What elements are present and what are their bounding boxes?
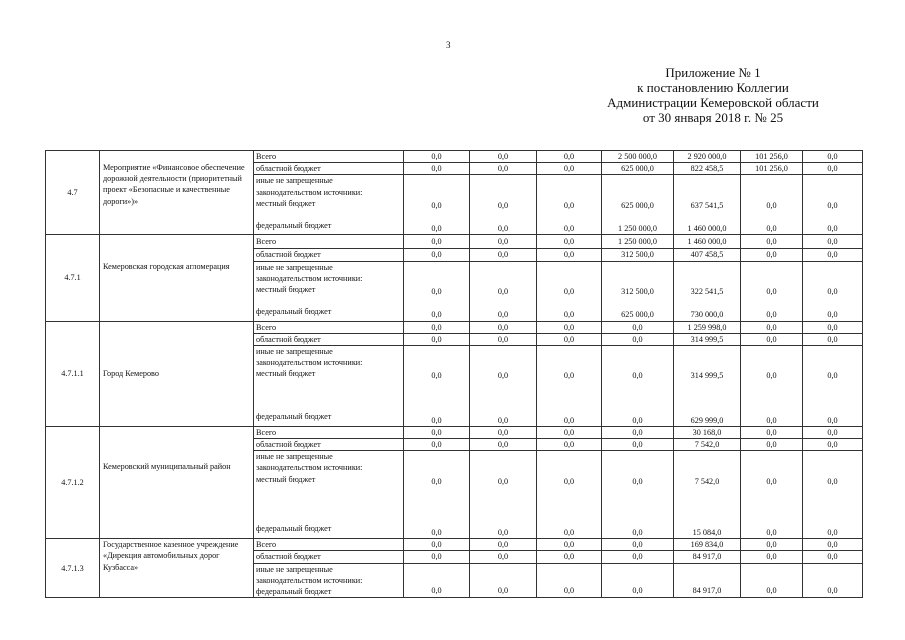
- source-federal: федеральный бюджет: [256, 307, 332, 317]
- regional-value-2: 0,0: [470, 249, 537, 261]
- local-value-4: 312 500,0: [621, 286, 654, 296]
- cell-spacer: [805, 382, 860, 415]
- other-sources-cell: [537, 563, 602, 598]
- other-sources-cell: [803, 261, 863, 321]
- financing-table: [45, 150, 863, 598]
- source-regional: областной бюджет: [254, 439, 404, 451]
- regional-value-1: 0,0: [404, 249, 470, 261]
- source-other-line-1: иные не запрещенные: [256, 564, 333, 574]
- federal-value-1: 0,0: [431, 586, 442, 596]
- total-value-5: 2 920 000,0: [674, 151, 741, 163]
- other-sources-cell: [602, 175, 674, 235]
- other-sources-cell: [674, 345, 741, 426]
- local-value-5: 322 541,5: [690, 286, 724, 296]
- other-sources-cell: [803, 563, 863, 598]
- other-sources-cell: [602, 451, 674, 539]
- local-value-1: 0,0: [431, 286, 442, 296]
- source-other-line-2: законодательством источники:: [256, 575, 363, 585]
- regional-value-3: 0,0: [537, 551, 602, 563]
- other-sources-cell: [404, 175, 470, 235]
- table-row: [46, 321, 863, 333]
- source-federal: федеральный бюджет: [256, 221, 332, 231]
- total-value-4: 1 250 000,0: [602, 235, 674, 249]
- total-value-1: 0,0: [404, 426, 470, 438]
- cell-spacer: [539, 451, 599, 475]
- regional-value-6: 0,0: [741, 551, 803, 563]
- page-number: 3: [446, 40, 451, 50]
- cell-spacer: [805, 297, 860, 309]
- regional-value-2: 0,0: [470, 439, 537, 451]
- local-value-3: 0,0: [563, 200, 575, 210]
- cell-spacer: [805, 487, 860, 527]
- cell-spacer: [743, 487, 800, 527]
- cell-spacer: [406, 262, 467, 286]
- federal-value-2: 0,0: [497, 310, 509, 320]
- total-value-6: 0,0: [741, 539, 803, 551]
- total-value-5: 169 834,0: [674, 539, 741, 551]
- total-value-7: 0,0: [803, 235, 863, 249]
- regional-value-4: 0,0: [602, 439, 674, 451]
- source-other-line-2: законодательством источники:: [256, 463, 363, 473]
- cell-spacer: [604, 451, 671, 475]
- local-value-2: 0,0: [497, 286, 509, 296]
- source-local: местный бюджет: [256, 369, 316, 379]
- regional-value-1: 0,0: [404, 333, 470, 345]
- federal-value-6: 0,0: [766, 224, 777, 234]
- cell-spacer: [406, 487, 467, 527]
- header-line-4: от 30 января 2018 г. № 25: [642, 110, 784, 125]
- federal-value-4: 1 250 000,0: [618, 224, 657, 234]
- cell-spacer: [604, 211, 671, 223]
- cell-spacer: [676, 346, 738, 370]
- total-value-3: 0,0: [537, 426, 602, 438]
- total-value-5: 1 259 998,0: [674, 321, 741, 333]
- local-value-2: 0,0: [497, 200, 509, 210]
- source-federal: федеральный бюджет: [256, 411, 332, 421]
- other-sources-cell: [674, 261, 741, 321]
- other-sources-cell: [470, 563, 537, 598]
- total-value-7: 0,0: [803, 151, 863, 163]
- source-other-line-2: законодательством источники:: [256, 273, 363, 283]
- cell-spacer: [805, 262, 860, 286]
- federal-value-2: 0,0: [497, 586, 509, 596]
- header-line-1: Приложение № 1: [665, 65, 761, 80]
- cell-spacer: [805, 175, 860, 199]
- cell-spacer: [539, 175, 599, 199]
- regional-value-1: 0,0: [404, 163, 470, 175]
- source-regional: областной бюджет: [254, 551, 404, 563]
- cell-spacer: [805, 346, 860, 370]
- total-value-6: 0,0: [741, 321, 803, 333]
- federal-value-5: 15 084,0: [692, 528, 722, 538]
- regional-value-3: 0,0: [537, 439, 602, 451]
- row-code: 4.7.1: [46, 235, 100, 321]
- other-sources-cell: [470, 261, 537, 321]
- federal-value-7: 0,0: [827, 310, 838, 320]
- table-row: [46, 426, 863, 438]
- federal-value-3: 0,0: [563, 586, 575, 596]
- federal-value-4: 0,0: [632, 586, 643, 596]
- regional-value-5: 314 999,5: [674, 333, 741, 345]
- total-value-3: 0,0: [537, 539, 602, 551]
- cell-spacer: [539, 297, 599, 309]
- total-value-5: 30 168,0: [674, 426, 741, 438]
- cell-spacer: [406, 346, 467, 370]
- source-other-line-1: иные не запрещенные: [256, 176, 333, 186]
- cell-spacer: [604, 564, 671, 585]
- other-sources-cell: [602, 261, 674, 321]
- cell-spacer: [472, 297, 534, 309]
- local-value-1: 0,0: [431, 371, 442, 381]
- cell-spacer: [743, 211, 800, 223]
- regional-value-3: 0,0: [537, 163, 602, 175]
- other-sources-cell: [803, 451, 863, 539]
- other-sources-cell: [404, 451, 470, 539]
- regional-value-2: 0,0: [470, 333, 537, 345]
- total-value-3: 0,0: [537, 235, 602, 249]
- cell-spacer: [676, 262, 738, 286]
- federal-value-1: 0,0: [431, 528, 442, 538]
- total-value-3: 0,0: [537, 151, 602, 163]
- regional-value-4: 625 000,0: [602, 163, 674, 175]
- regional-value-4: 0,0: [602, 333, 674, 345]
- total-value-7: 0,0: [803, 321, 863, 333]
- row-code: 4.7.1.2: [46, 426, 100, 538]
- federal-value-3: 0,0: [563, 415, 575, 425]
- cell-spacer: [743, 564, 800, 585]
- row-code: 4.7.1.1: [46, 321, 100, 426]
- other-sources-cell: [803, 345, 863, 426]
- other-sources-cell: [404, 345, 470, 426]
- cell-spacer: [604, 262, 671, 286]
- local-value-1: 0,0: [431, 200, 442, 210]
- regional-value-6: 0,0: [741, 249, 803, 261]
- source-other-line-1: иные не запрещенные: [256, 346, 333, 356]
- regional-value-7: 0,0: [803, 439, 863, 451]
- source-other-line-1: иные не запрещенные: [256, 452, 333, 462]
- source-total: Всего: [254, 321, 404, 333]
- other-sources-cell: [674, 451, 741, 539]
- regional-value-7: 0,0: [803, 551, 863, 563]
- local-value-4: 625 000,0: [621, 200, 654, 210]
- federal-value-7: 0,0: [827, 528, 838, 538]
- total-value-4: 0,0: [602, 321, 674, 333]
- local-value-7: 0,0: [827, 286, 838, 296]
- local-value-3: 0,0: [563, 371, 575, 381]
- total-value-6: 101 256,0: [741, 151, 803, 163]
- cell-spacer: [539, 382, 599, 415]
- federal-value-5: 730 000,0: [690, 310, 724, 320]
- header-line-2: к постановлению Коллегии: [637, 80, 789, 95]
- table-row: [46, 235, 863, 249]
- federal-value-5: 629 999,0: [690, 415, 724, 425]
- cell-spacer: [676, 211, 738, 223]
- other-sources-cell: [537, 175, 602, 235]
- cell-spacer: [676, 487, 738, 527]
- line-spacer: [256, 209, 401, 220]
- regional-value-1: 0,0: [404, 551, 470, 563]
- local-value-6: 0,0: [766, 286, 777, 296]
- other-sources-cell: [470, 175, 537, 235]
- cell-spacer: [406, 564, 467, 585]
- regional-value-6: 101 256,0: [741, 163, 803, 175]
- federal-value-2: 0,0: [497, 415, 509, 425]
- regional-value-6: 0,0: [741, 439, 803, 451]
- cell-spacer: [676, 382, 738, 415]
- source-total: Всего: [254, 151, 404, 163]
- regional-value-3: 0,0: [537, 249, 602, 261]
- local-value-7: 0,0: [827, 476, 838, 486]
- cell-spacer: [539, 346, 599, 370]
- cell-spacer: [604, 487, 671, 527]
- federal-value-6: 0,0: [766, 310, 777, 320]
- line-spacer: [256, 379, 401, 410]
- federal-value-3: 0,0: [563, 310, 575, 320]
- row-code: 4.7.1.3: [46, 539, 100, 598]
- source-regional: областной бюджет: [254, 249, 404, 261]
- regional-value-7: 0,0: [803, 163, 863, 175]
- regional-value-2: 0,0: [470, 163, 537, 175]
- total-value-2: 0,0: [470, 151, 537, 163]
- cell-spacer: [472, 487, 534, 527]
- other-sources-cell: [674, 563, 741, 598]
- regional-value-4: 312 500,0: [602, 249, 674, 261]
- line-spacer: [256, 485, 401, 523]
- cell-spacer: [472, 564, 534, 585]
- row-name: Город Кемерово: [100, 321, 254, 426]
- total-value-7: 0,0: [803, 426, 863, 438]
- table-row: [46, 151, 863, 163]
- federal-value-4: 0,0: [632, 415, 643, 425]
- total-value-3: 0,0: [537, 321, 602, 333]
- other-sources-cell: [537, 261, 602, 321]
- cell-spacer: [604, 346, 671, 370]
- cell-spacer: [539, 487, 599, 527]
- cell-spacer: [472, 382, 534, 415]
- local-value-1: 0,0: [431, 476, 442, 486]
- cell-spacer: [676, 451, 738, 475]
- regional-value-4: 0,0: [602, 551, 674, 563]
- source-other: [254, 563, 404, 598]
- source-other: [254, 451, 404, 539]
- cell-spacer: [743, 262, 800, 286]
- federal-value-5: 84 917,0: [692, 586, 722, 596]
- other-sources-cell: [741, 451, 803, 539]
- row-name: Государственное казенное учреждение «Дирекция автомобильных дорог Кузбасса»: [100, 539, 254, 598]
- total-value-2: 0,0: [470, 235, 537, 249]
- local-value-4: 0,0: [632, 476, 643, 486]
- source-other-line-1: иные не запрещенные: [256, 262, 333, 272]
- cell-spacer: [805, 451, 860, 475]
- source-other: [254, 345, 404, 426]
- federal-value-1: 0,0: [431, 415, 442, 425]
- federal-value-5: 1 460 000,0: [687, 224, 727, 234]
- other-sources-cell: [741, 261, 803, 321]
- total-value-4: 2 500 000,0: [602, 151, 674, 163]
- cell-spacer: [743, 382, 800, 415]
- local-value-7: 0,0: [827, 371, 838, 381]
- local-value-6: 0,0: [766, 476, 777, 486]
- other-sources-cell: [404, 261, 470, 321]
- total-value-2: 0,0: [470, 539, 537, 551]
- source-other-line-2: законодательством источники:: [256, 358, 363, 368]
- source-regional: областной бюджет: [254, 333, 404, 345]
- regional-value-5: 407 458,5: [674, 249, 741, 261]
- local-value-2: 0,0: [497, 371, 509, 381]
- cell-spacer: [805, 211, 860, 223]
- source-other-line-2: законодательством источники:: [256, 187, 363, 197]
- regional-value-3: 0,0: [537, 333, 602, 345]
- total-value-1: 0,0: [404, 235, 470, 249]
- source-federal: федеральный бюджет: [256, 587, 332, 597]
- cell-spacer: [676, 175, 738, 199]
- local-value-6: 0,0: [766, 371, 777, 381]
- other-sources-cell: [674, 175, 741, 235]
- cell-spacer: [743, 451, 800, 475]
- source-local: местный бюджет: [256, 198, 316, 208]
- local-value-4: 0,0: [632, 371, 643, 381]
- local-value-2: 0,0: [497, 476, 509, 486]
- cell-spacer: [743, 297, 800, 309]
- cell-spacer: [604, 175, 671, 199]
- other-sources-cell: [470, 345, 537, 426]
- local-value-5: 7 542,0: [694, 476, 720, 486]
- cell-spacer: [406, 211, 467, 223]
- source-local: местный бюджет: [256, 284, 316, 294]
- cell-spacer: [472, 211, 534, 223]
- source-other: [254, 261, 404, 321]
- source-total: Всего: [254, 539, 404, 551]
- table-row: [46, 539, 863, 551]
- cell-spacer: [743, 175, 800, 199]
- cell-spacer: [406, 382, 467, 415]
- cell-spacer: [604, 382, 671, 415]
- local-value-3: 0,0: [563, 476, 575, 486]
- cell-spacer: [472, 346, 534, 370]
- other-sources-cell: [537, 345, 602, 426]
- header-line-3: Администрации Кемеровской области: [607, 95, 819, 110]
- source-regional: областной бюджет: [254, 163, 404, 175]
- cell-spacer: [676, 564, 738, 585]
- row-name: Мероприятие «Финансовое обеспечение дорожной деятельности (приоритетный проект «Безопасные и качественные дороги»)»: [100, 151, 254, 235]
- local-value-6: 0,0: [766, 200, 777, 210]
- regional-value-7: 0,0: [803, 249, 863, 261]
- row-name: Кемеровский муниципальный район: [100, 426, 254, 538]
- total-value-1: 0,0: [404, 539, 470, 551]
- regional-value-2: 0,0: [470, 551, 537, 563]
- regional-value-5: 84 917,0: [674, 551, 741, 563]
- document-header: [583, 65, 843, 125]
- other-sources-cell: [537, 451, 602, 539]
- other-sources-cell: [741, 563, 803, 598]
- line-spacer: [256, 295, 401, 306]
- cell-spacer: [539, 262, 599, 286]
- federal-value-7: 0,0: [827, 415, 838, 425]
- source-other: [254, 175, 404, 235]
- total-value-4: 0,0: [602, 539, 674, 551]
- local-value-7: 0,0: [827, 200, 838, 210]
- local-value-5: 637 541,5: [690, 200, 724, 210]
- regional-value-7: 0,0: [803, 333, 863, 345]
- cell-spacer: [472, 175, 534, 199]
- row-name: Кемеровская городская агломерация: [100, 235, 254, 321]
- other-sources-cell: [741, 175, 803, 235]
- total-value-6: 0,0: [741, 235, 803, 249]
- federal-value-2: 0,0: [497, 528, 509, 538]
- total-value-7: 0,0: [803, 539, 863, 551]
- source-total: Всего: [254, 235, 404, 249]
- total-value-6: 0,0: [741, 426, 803, 438]
- other-sources-cell: [602, 563, 674, 598]
- cell-spacer: [406, 451, 467, 475]
- regional-value-5: 822 458,5: [674, 163, 741, 175]
- cell-spacer: [604, 297, 671, 309]
- regional-value-6: 0,0: [741, 333, 803, 345]
- federal-value-3: 0,0: [563, 528, 575, 538]
- federal-value-6: 0,0: [766, 586, 777, 596]
- federal-value-6: 0,0: [766, 415, 777, 425]
- federal-value-6: 0,0: [766, 528, 777, 538]
- source-total: Всего: [254, 426, 404, 438]
- cell-spacer: [805, 564, 860, 585]
- local-value-5: 314 999,5: [690, 371, 724, 381]
- federal-value-3: 0,0: [563, 224, 575, 234]
- other-sources-cell: [470, 451, 537, 539]
- total-value-2: 0,0: [470, 321, 537, 333]
- total-value-2: 0,0: [470, 426, 537, 438]
- cell-spacer: [676, 297, 738, 309]
- cell-spacer: [743, 346, 800, 370]
- total-value-5: 1 460 000,0: [674, 235, 741, 249]
- local-value-3: 0,0: [563, 286, 575, 296]
- total-value-4: 0,0: [602, 426, 674, 438]
- other-sources-cell: [404, 563, 470, 598]
- cell-spacer: [406, 297, 467, 309]
- regional-value-5: 7 542,0: [674, 439, 741, 451]
- federal-value-4: 625 000,0: [621, 310, 654, 320]
- federal-value-4: 0,0: [632, 528, 643, 538]
- cell-spacer: [406, 175, 467, 199]
- federal-value-7: 0,0: [827, 224, 838, 234]
- cell-spacer: [472, 262, 534, 286]
- cell-spacer: [539, 211, 599, 223]
- cell-spacer: [472, 451, 534, 475]
- source-local: местный бюджет: [256, 474, 316, 484]
- source-federal: федеральный бюджет: [256, 524, 332, 534]
- total-value-1: 0,0: [404, 151, 470, 163]
- federal-value-1: 0,0: [431, 224, 442, 234]
- other-sources-cell: [602, 345, 674, 426]
- federal-value-1: 0,0: [431, 310, 442, 320]
- federal-value-7: 0,0: [827, 586, 838, 596]
- other-sources-cell: [741, 345, 803, 426]
- federal-value-2: 0,0: [497, 224, 509, 234]
- cell-spacer: [539, 564, 599, 585]
- total-value-1: 0,0: [404, 321, 470, 333]
- regional-value-1: 0,0: [404, 439, 470, 451]
- row-code: 4.7: [46, 151, 100, 235]
- other-sources-cell: [803, 175, 863, 235]
